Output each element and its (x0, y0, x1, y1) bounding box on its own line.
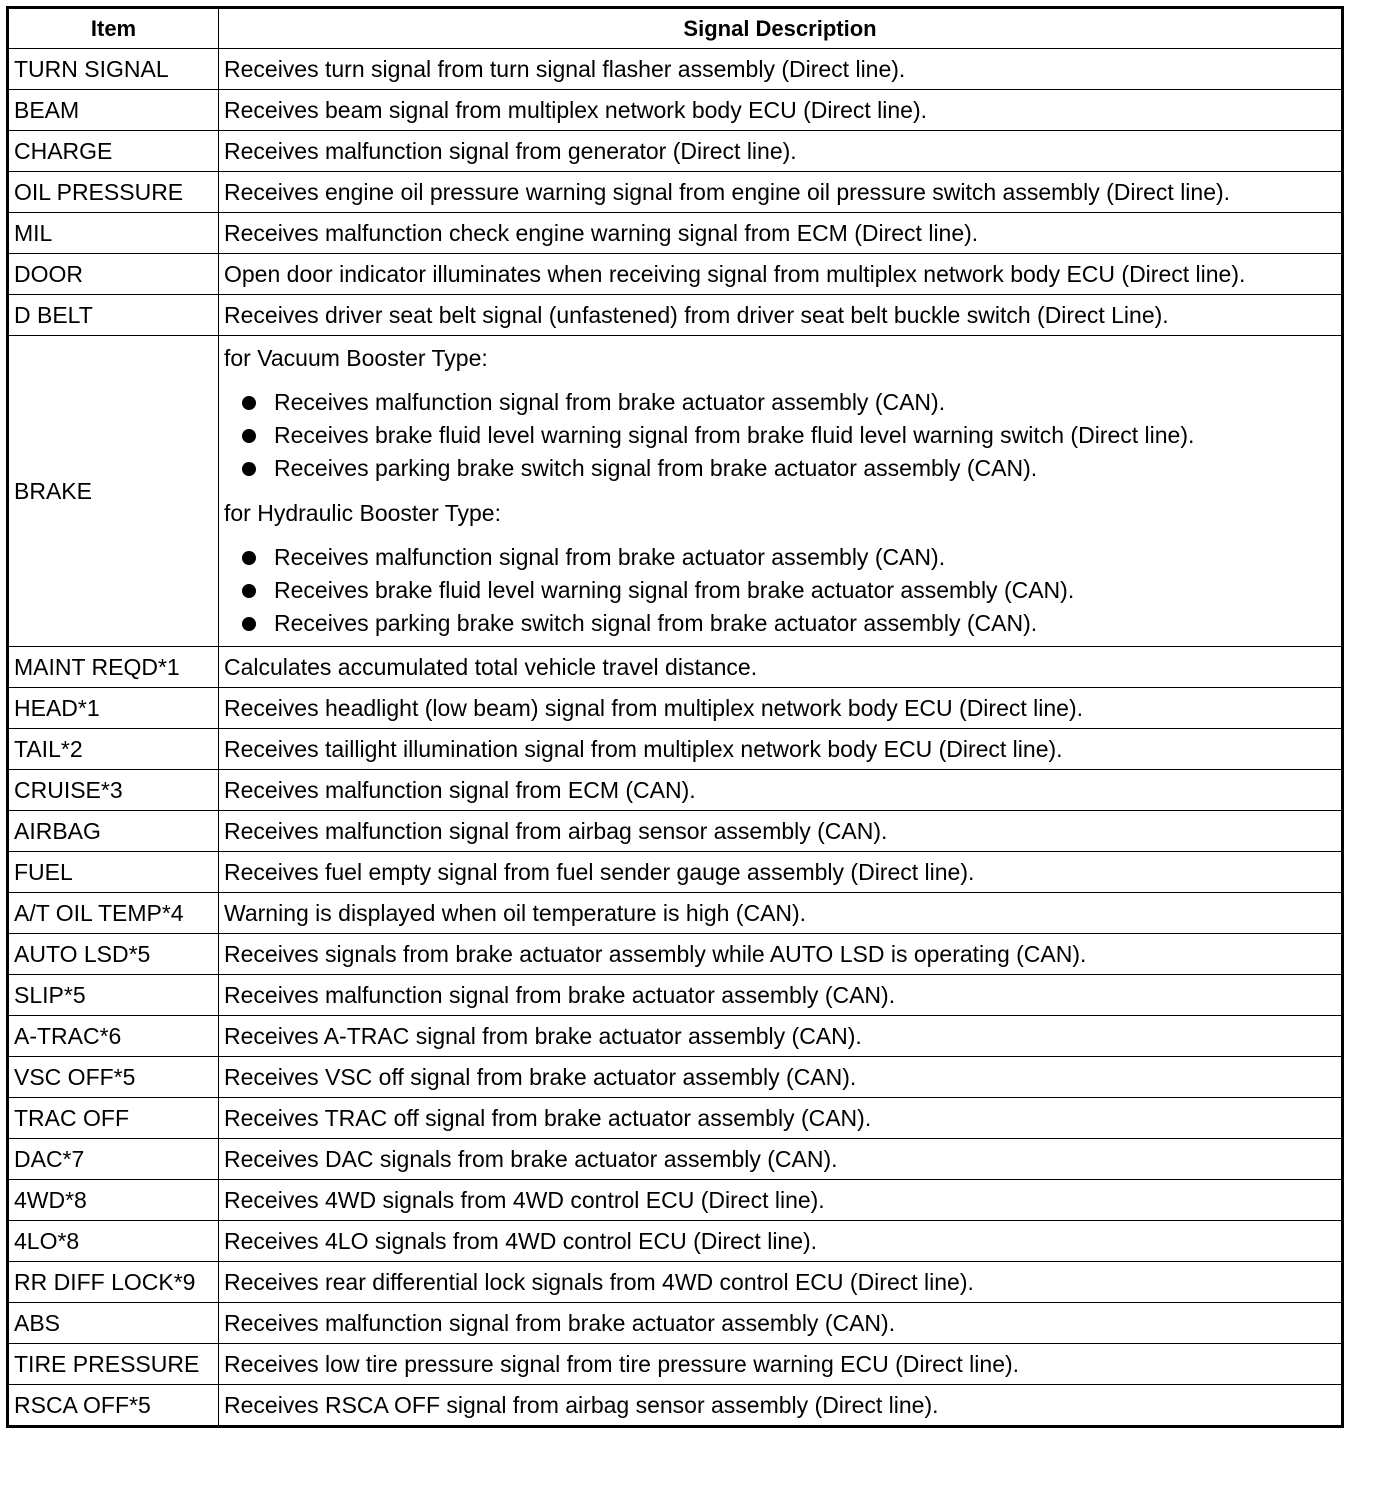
table-row (8, 1385, 1343, 1427)
list-item (242, 607, 1336, 640)
table-row (8, 647, 1343, 688)
description-cell: Receives fuel empty signal from fuel sender gauge assembly (Direct line). (219, 852, 1343, 893)
table-row (8, 131, 1343, 172)
description-cell: Receives turn signal from turn signal flasher assembly (Direct line). (219, 49, 1343, 90)
header-signal-description: Signal Description (219, 8, 1343, 49)
list-item (242, 541, 1336, 574)
description-cell: Receives TRAC off signal from brake actuator assembly (CAN). (219, 1098, 1343, 1139)
list-item-text: Receives brake fluid level warning signal from brake fluid level warning switch (Direct line). (274, 422, 1195, 448)
item-cell: BRAKE (8, 336, 219, 647)
list-item (242, 386, 1336, 419)
description-cell: Receives malfunction check engine warning signal from ECM (Direct line). (219, 213, 1343, 254)
table-row (8, 688, 1343, 729)
item-cell: TURN SIGNAL (8, 49, 219, 90)
description-cell: Receives malfunction signal from brake actuator assembly (CAN). (219, 1303, 1343, 1344)
list-item-text: Receives parking brake switch signal from brake actuator assembly (CAN). (274, 455, 1038, 481)
description-cell: Receives RSCA OFF signal from airbag sensor assembly (Direct line). (219, 1385, 1343, 1427)
description-cell: Receives driver seat belt signal (unfastened) from driver seat belt buckle switch (Direct Line). (219, 295, 1343, 336)
list-item-text: Receives malfunction signal from brake actuator assembly (CAN). (274, 389, 946, 415)
description-cell: Receives rear differential lock signals from 4WD control ECU (Direct line). (219, 1262, 1343, 1303)
item-cell: D BELT (8, 295, 219, 336)
table-row (8, 811, 1343, 852)
item-cell: TRAC OFF (8, 1098, 219, 1139)
vacuum-heading: for Vacuum Booster Type: (224, 345, 488, 371)
bullet-icon (242, 429, 256, 443)
item-cell: HEAD*1 (8, 688, 219, 729)
list-item (242, 452, 1336, 485)
item-cell: TAIL*2 (8, 729, 219, 770)
item-cell: BEAM (8, 90, 219, 131)
description-cell: Receives 4WD signals from 4WD control ECU (Direct line). (219, 1180, 1343, 1221)
bullet-icon (242, 396, 256, 410)
list-item-text: Receives parking brake switch signal from brake actuator assembly (CAN). (274, 610, 1038, 636)
description-cell: Receives taillight illumination signal from multiplex network body ECU (Direct line). (219, 729, 1343, 770)
description-cell (219, 336, 1343, 647)
table-row (8, 90, 1343, 131)
description-cell: Receives DAC signals from brake actuator assembly (CAN). (219, 1139, 1343, 1180)
item-cell: CRUISE*3 (8, 770, 219, 811)
table-row (8, 770, 1343, 811)
table-row (8, 49, 1343, 90)
description-cell: Receives malfunction signal from brake actuator assembly (CAN). (219, 975, 1343, 1016)
table-row (8, 1221, 1343, 1262)
description-cell: Open door indicator illuminates when receiving signal from multiplex network body ECU (Direct line). (219, 254, 1343, 295)
table-row (8, 852, 1343, 893)
rows-before-brake (8, 49, 1343, 336)
item-cell: A-TRAC*6 (8, 1016, 219, 1057)
hydraulic-bullet-list (224, 541, 1336, 640)
table-row (8, 1303, 1343, 1344)
item-cell: MIL (8, 213, 219, 254)
table-row (8, 295, 1343, 336)
list-item (242, 419, 1336, 452)
description-cell: Receives signals from brake actuator assembly while AUTO LSD is operating (CAN). (219, 934, 1343, 975)
description-cell: Receives 4LO signals from 4WD control ECU (Direct line). (219, 1221, 1343, 1262)
table-row-brake (8, 336, 1343, 647)
item-cell: 4LO*8 (8, 1221, 219, 1262)
rows-after-brake (8, 647, 1343, 1427)
bullet-icon (242, 584, 256, 598)
table-row (8, 1180, 1343, 1221)
item-cell: MAINT REQD*1 (8, 647, 219, 688)
description-cell: Warning is displayed when oil temperature is high (CAN). (219, 893, 1343, 934)
item-cell: A/T OIL TEMP*4 (8, 893, 219, 934)
table-row (8, 1139, 1343, 1180)
table-row (8, 934, 1343, 975)
description-cell: Receives beam signal from multiplex network body ECU (Direct line). (219, 90, 1343, 131)
item-cell: CHARGE (8, 131, 219, 172)
description-cell: Receives headlight (low beam) signal from multiplex network body ECU (Direct line). (219, 688, 1343, 729)
item-cell: ABS (8, 1303, 219, 1344)
table-row (8, 254, 1343, 295)
table-row (8, 213, 1343, 254)
item-cell: RSCA OFF*5 (8, 1385, 219, 1427)
description-cell: Receives A-TRAC signal from brake actuator assembly (CAN). (219, 1016, 1343, 1057)
header-row (8, 8, 1343, 49)
item-cell: AIRBAG (8, 811, 219, 852)
bullet-icon (242, 462, 256, 476)
table-row (8, 1262, 1343, 1303)
item-cell: FUEL (8, 852, 219, 893)
bullet-icon (242, 551, 256, 565)
description-cell: Receives engine oil pressure warning signal from engine oil pressure switch assembly (Direct line). (219, 172, 1343, 213)
table-row (8, 1098, 1343, 1139)
bullet-icon (242, 617, 256, 631)
item-cell: AUTO LSD*5 (8, 934, 219, 975)
description-cell: Receives low tire pressure signal from tire pressure warning ECU (Direct line). (219, 1344, 1343, 1385)
table-row (8, 729, 1343, 770)
item-cell: OIL PRESSURE (8, 172, 219, 213)
item-cell: VSC OFF*5 (8, 1057, 219, 1098)
table-row (8, 172, 1343, 213)
list-item-text: Receives malfunction signal from brake actuator assembly (CAN). (274, 544, 946, 570)
table-row (8, 1344, 1343, 1385)
table-row (8, 1057, 1343, 1098)
item-cell: TIRE PRESSURE (8, 1344, 219, 1385)
list-item (242, 574, 1336, 607)
item-cell: SLIP*5 (8, 975, 219, 1016)
table-row (8, 975, 1343, 1016)
description-cell: Receives VSC off signal from brake actuator assembly (CAN). (219, 1057, 1343, 1098)
brake-section (8, 336, 1343, 647)
description-cell: Receives malfunction signal from ECM (CAN). (219, 770, 1343, 811)
vacuum-bullet-list (224, 386, 1336, 485)
item-cell: 4WD*8 (8, 1180, 219, 1221)
header-item: Item (8, 8, 219, 49)
description-cell: Receives malfunction signal from airbag sensor assembly (CAN). (219, 811, 1343, 852)
description-cell: Receives malfunction signal from generator (Direct line). (219, 131, 1343, 172)
item-cell: DAC*7 (8, 1139, 219, 1180)
item-cell: RR DIFF LOCK*9 (8, 1262, 219, 1303)
item-cell: DOOR (8, 254, 219, 295)
description-cell: Calculates accumulated total vehicle travel distance. (219, 647, 1343, 688)
table-row (8, 893, 1343, 934)
list-item-text: Receives brake fluid level warning signal from brake actuator assembly (CAN). (274, 577, 1075, 603)
signal-table (6, 6, 1344, 1428)
table-row (8, 1016, 1343, 1057)
brake-description (224, 336, 1336, 646)
hydraulic-heading: for Hydraulic Booster Type: (224, 500, 501, 526)
